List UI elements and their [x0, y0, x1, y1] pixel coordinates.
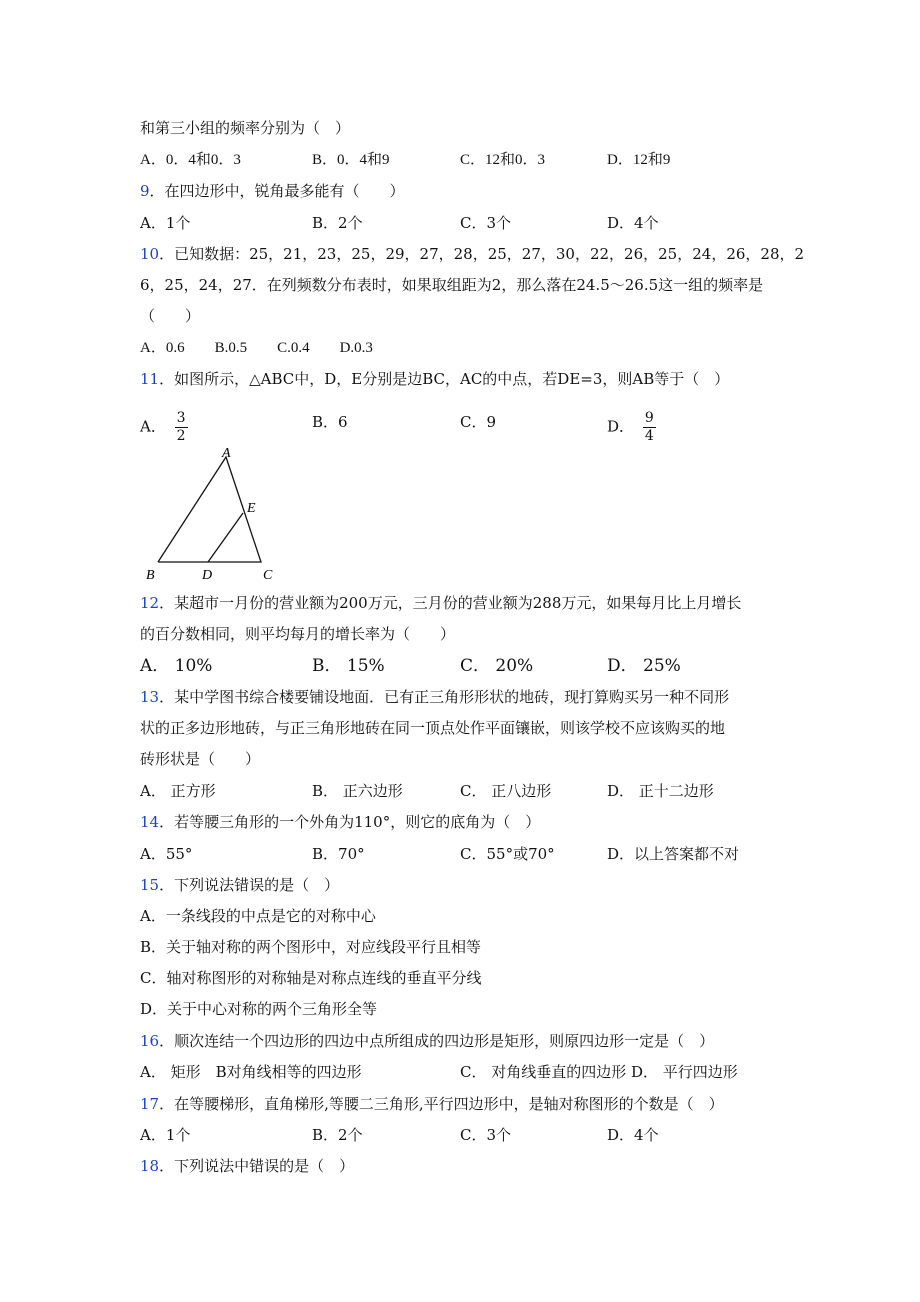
q14-stem: 14．若等腰三角形的一个外角为110°，则它的底角为（ ）: [140, 813, 541, 831]
q14-option-a: A．55°: [140, 845, 193, 863]
q9-options: [140, 211, 782, 235]
q11-options: [140, 402, 782, 442]
q13-option-b: B． 正六边形: [312, 782, 403, 800]
question-number: 10: [140, 245, 160, 263]
q11-option-b: B．6: [312, 413, 348, 431]
q17-option-c: C．3个: [460, 1126, 512, 1144]
q9-option-b: B．2个: [312, 214, 363, 232]
q12-stem-line1: 12．某超市一月份的营业额为200万元，三月份的营业额为288万元，如果每月比上月增长: [140, 594, 742, 612]
q10-stem-line3: （ ）: [140, 307, 201, 325]
label-e: E: [247, 501, 256, 516]
triangle-abc: [158, 457, 261, 562]
question-number: 18: [140, 1157, 160, 1175]
question-number: 15: [140, 876, 160, 894]
q13-stem-line1: 13．某中学图书综合楼要铺设地面．已有正三角形形状的地砖，现打算购买另一种不同形: [140, 688, 730, 706]
fraction: $\frac{3}{2}$: [176, 410, 186, 444]
q8-stem-continued: 和第三小组的频率分别为（ ）: [140, 119, 351, 137]
q11-option-a: A． $\frac{3}{2}$: [140, 410, 186, 444]
q16-options: [140, 1060, 782, 1084]
q16-option-ab: A． 矩形 B对角线相等的四边形: [140, 1063, 362, 1081]
q8-options: [140, 148, 782, 172]
question-number: 11: [140, 370, 160, 388]
q15-option-a: A．一条线段的中点是它的对称中心: [140, 907, 376, 925]
q15-stem: 15．下列说法错误的是（ ）: [140, 876, 340, 894]
q11-option-d: D． $\frac{9}{4}$: [607, 410, 654, 444]
q13-option-a: A． 正方形: [140, 782, 216, 800]
q12-option-b: B． 15%: [312, 656, 385, 676]
q10-options: A．0.6 B.0.5 C.0.4 D.0.3: [140, 340, 373, 356]
label-c: C: [263, 568, 273, 583]
q15-option-c: C．轴对称图形的对称轴是对称点连线的垂直平分线: [140, 969, 482, 987]
q10-stem-line2: 6，25，24，27．在列频数分布表时，如果取组距为2，那么落在24.5～26.5这一组的频率是: [140, 276, 764, 294]
label-b: B: [146, 568, 155, 583]
q14-option-c: C．55°或70°: [460, 845, 555, 863]
q17-stem: 17．在等腰梯形，直角梯形,等腰二三角形,平行四边形中，是轴对称图形的个数是（ ）: [140, 1095, 724, 1113]
q8-option-b: B．0．4和9: [312, 152, 390, 168]
question-number: 16: [140, 1032, 160, 1050]
q12-options: [140, 654, 782, 678]
q13-stem-line2: 状的正多边形地砖，与正三角形地砖在同一顶点处作平面镶嵌，则该学校不应该购买的地: [140, 719, 726, 737]
q8-option-a: A．0．4和0．3: [140, 152, 241, 168]
q14-option-d: D．以上答案都不对: [607, 845, 740, 863]
q8-option-d: D．12和9: [607, 152, 671, 168]
label-a: A: [222, 446, 231, 461]
q13-option-d: D． 正十二边形: [607, 782, 714, 800]
q9-option-a: A．1个: [140, 214, 191, 232]
q16-stem: 16．顺次连结一个四边形的四边中点所组成的四边形是矩形，则原四边形一定是（ ）: [140, 1032, 715, 1050]
q14-option-b: B．70°: [312, 845, 365, 863]
label-d: D: [202, 568, 213, 583]
q15-option-b: B．关于轴对称的两个图形中，对应线段平行且相等: [140, 938, 482, 956]
question-number: 13: [140, 688, 160, 706]
q8-option-c: C．12和0．3: [460, 152, 546, 168]
segment-de: [208, 513, 243, 562]
triangle-figure: [140, 445, 280, 585]
question-number: 17: [140, 1095, 160, 1113]
q13-stem-line3: 砖形状是（ ）: [140, 750, 261, 768]
q17-option-a: A．1个: [140, 1126, 191, 1144]
q12-option-c: C． 20%: [460, 656, 534, 676]
q9-option-d: D．4个: [607, 214, 659, 232]
q14-options: [140, 842, 782, 866]
q17-option-d: D．4个: [607, 1126, 659, 1144]
q9-stem: 9．在四边形中，锐角最多能有（ ）: [140, 182, 405, 200]
q12-stem-line2: 的百分数相同，则平均每月的增长率为（ ）: [140, 625, 456, 643]
q10-stem-line1: 10．已知数据：25，21，23，25，29，27，28，25，27，30，22，26，25，24，26，28，2: [140, 245, 805, 263]
q11-stem: 11．如图所示，△ABC中，D，E分别是边BC，AC的中点，若DE=3，则AB等于（ ）: [140, 370, 730, 388]
q11-option-c: C．9: [460, 413, 497, 431]
question-number: 9: [140, 182, 150, 200]
q13-option-c: C． 正八边形: [460, 782, 552, 800]
question-number: 14: [140, 813, 160, 831]
q9-option-c: C．3个: [460, 214, 512, 232]
q16-option-cd: C． 对角线垂直的四边形 D． 平行四边形: [460, 1063, 738, 1081]
q12-option-d: D． 25%: [607, 656, 681, 676]
q18-stem: 18．下列说法中错误的是（ ）: [140, 1157, 355, 1175]
q13-options: [140, 779, 782, 803]
question-number: 12: [140, 594, 160, 612]
q17-option-b: B．2个: [312, 1126, 363, 1144]
q17-options: [140, 1123, 782, 1147]
q12-option-a: A． 10%: [140, 656, 213, 676]
triangle-diagram: [140, 445, 280, 585]
fraction: $\frac{9}{4}$: [644, 410, 654, 444]
q15-option-d: D．关于中心对称的两个三角形全等: [140, 1000, 378, 1018]
